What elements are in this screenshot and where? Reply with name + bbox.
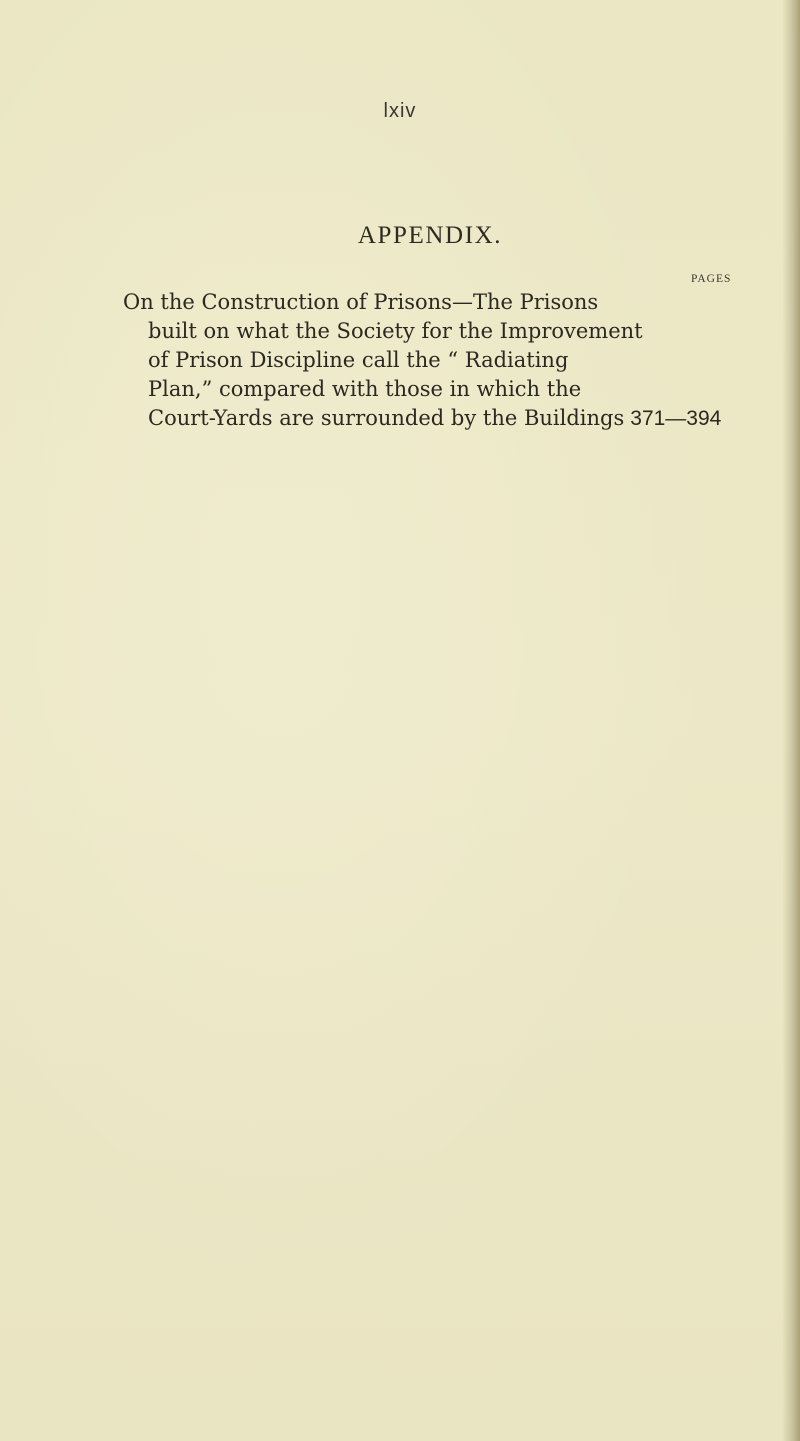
appendix-heading: APPENDIX.	[357, 222, 503, 249]
entry-line-3: of Prison Discipline call the “ Radiating	[148, 348, 569, 372]
entry-line-5-text: Court-Yards are surrounded by the Buildings	[148, 406, 625, 430]
entry-line-1: On the Construction of Prisons—The Prisons	[123, 290, 599, 314]
entry-line-5	[123, 404, 800, 433]
pages-column-label: PAGES	[691, 273, 732, 285]
entry-line-2: built on what the Society for the Improvement	[148, 319, 643, 343]
appendix-entry	[123, 288, 800, 433]
page-number: lxiv	[383, 100, 417, 122]
entry-page-range: 371—394	[630, 407, 722, 430]
entry-line-4: Plan,” compared with those in which the	[148, 377, 582, 401]
page-edge-shadow	[782, 0, 800, 1441]
